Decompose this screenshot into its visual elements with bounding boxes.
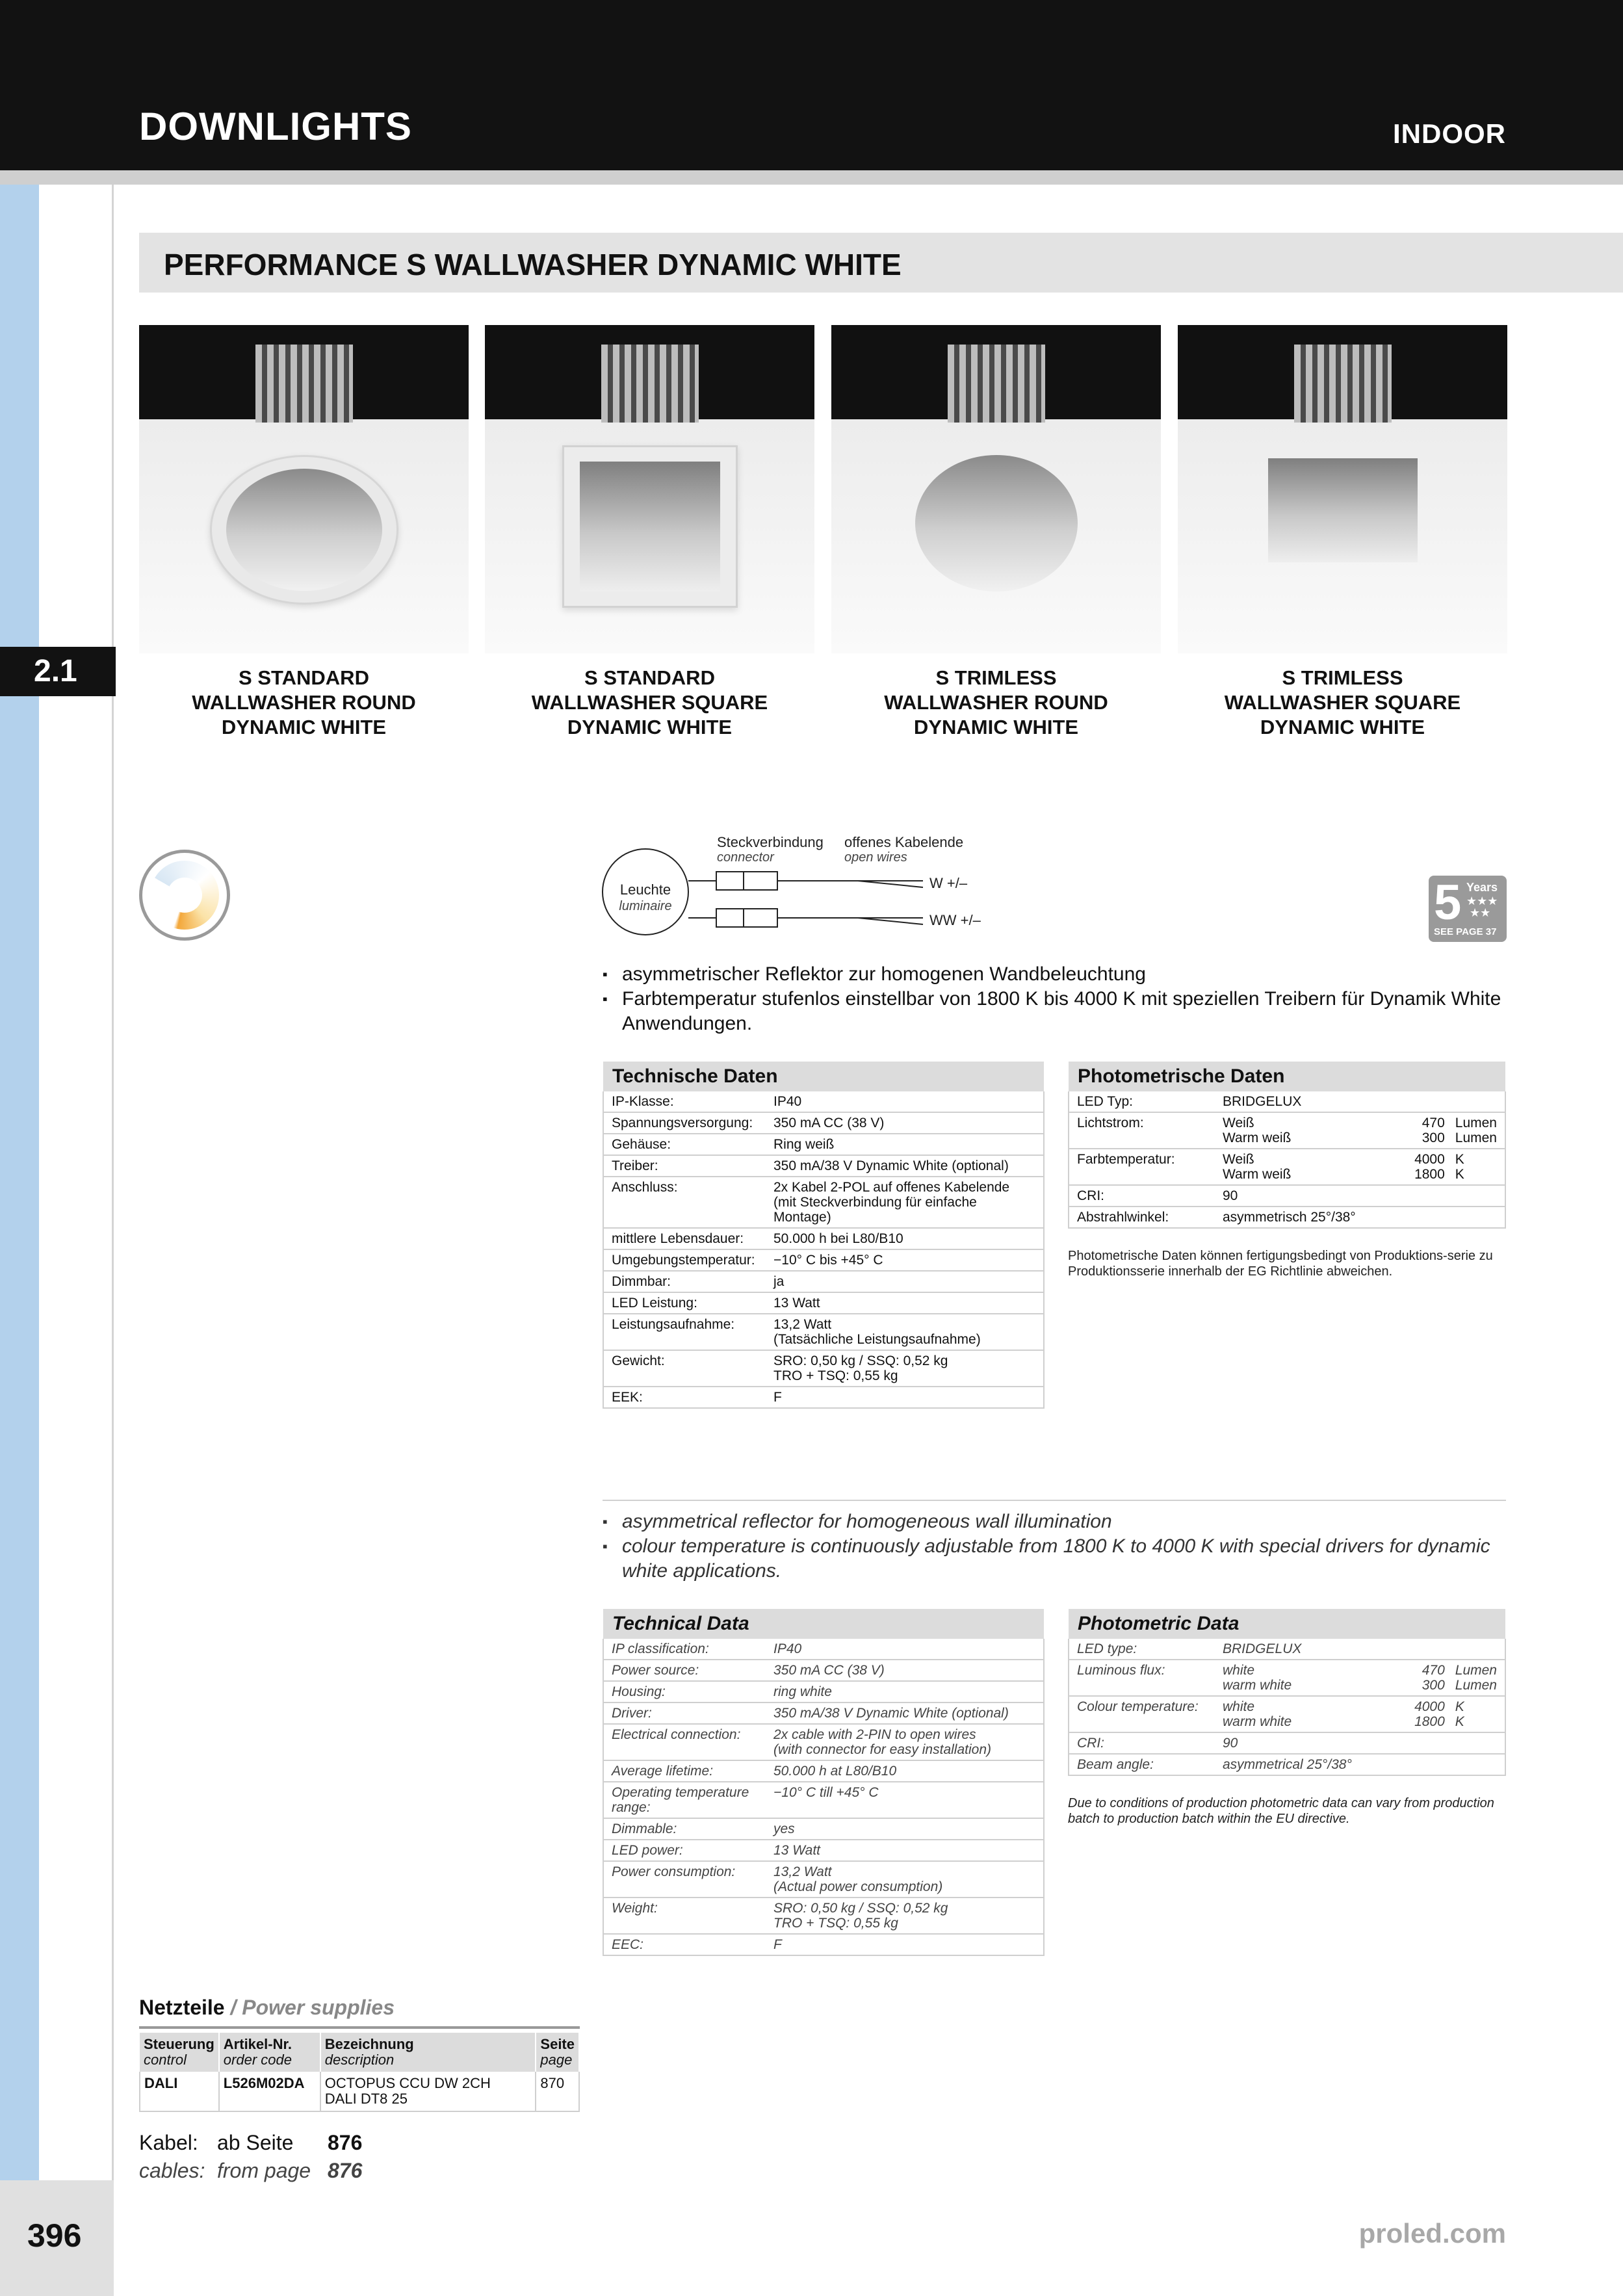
open-wires-label-en: open wires: [844, 850, 907, 865]
table-row: Lichtstrom: Weiß Warm weiß 470 300 Lumen Lumen: [1069, 1112, 1505, 1149]
table-row: LED Leistung: 13 Watt: [603, 1292, 1044, 1314]
table-row: CRI: 90: [1069, 1185, 1505, 1207]
page-number: 396: [27, 2217, 82, 2254]
table-row: Spannungsversorgung: 350 mA CC (38 V): [603, 1112, 1044, 1134]
table-row: Electrical connection: 2x cable with 2-PIN to open wires (with connector for easy installation): [603, 1724, 1044, 1760]
sidebar-color-band: [0, 185, 39, 2180]
language-divider: [603, 1500, 1506, 1501]
product-image-trimless-square: [1178, 325, 1507, 653]
list-item: ▪ asymmetrischer Reflektor zur homogenen Wandbeleuchtung: [603, 962, 1513, 987]
table-row: LED power: 13 Watt: [603, 1840, 1044, 1861]
cables-reference-en: cables: from page 876: [139, 2159, 363, 2182]
table-row: EEC: F: [603, 1934, 1044, 1955]
open-wires-label-de: offenes Kabelende: [844, 834, 964, 850]
table-row: Gewicht: SRO: 0,50 kg / SSQ: 0,52 kg TRO + TSQ: 0,55 kg: [603, 1350, 1044, 1387]
sidebar-rule: [112, 185, 114, 2180]
dynamic-white-icon: [139, 850, 230, 941]
wiring-diagram: [598, 829, 1066, 939]
table-row: Gehäuse: Ring weiß: [603, 1134, 1044, 1155]
product-image-standard-square: [485, 325, 814, 653]
photometric-table-de: Photometrische Daten LED Typ: BRIDGELUX Lichtstrom: Weiß Warm weiß 470 300 Lumen Lumen Farbtemperatur: Weiß Warm weiß 4000 1800 K K CRI: 90 Abstrahlwinkel: asymmetrisch 25°/38°: [1068, 1062, 1506, 1229]
table-row: Power source: 350 mA CC (38 V): [603, 1660, 1044, 1681]
table-row: IP-Klasse: IP40: [603, 1091, 1044, 1112]
table-row: EEK: F: [603, 1387, 1044, 1408]
table-row: Operating temperature range: −10° C till +45° C: [603, 1782, 1044, 1818]
feature-list-en: [603, 1509, 1513, 1584]
tech-data-table-en: Technical Data IP classification: IP40 Power source: 350 mA CC (38 V) Housing: ring white Driver: 350 mA/38 V Dynamic White (optional) Electrical connection: 2x cable with 2-PIN to open wires (with connector for easy installation) Average lifetime: 50.000 h at L80/B10 Operating temperature range: −10° C till +45° C Dimmable: yes LED power: 13 Watt Power consumption: 13,2 Watt (Actual power consumption) Weight: SRO: 0,50 kg / SSQ: 0,52 kg TRO + TSQ: 0,55 kg EEC: F: [603, 1609, 1045, 1956]
feature-list-de: [603, 962, 1513, 1036]
table-row: Anschluss: 2x Kabel 2-POL auf offenes Kabelende (mit Steckverbindung für einfache Montage): [603, 1177, 1044, 1228]
table-row: IP classification: IP40: [603, 1639, 1044, 1660]
table-row: Umgebungstemperatur: −10° C bis +45° C: [603, 1249, 1044, 1271]
connector-label-de: Steckverbindung: [717, 834, 824, 850]
product-image-trimless-round: [831, 325, 1161, 653]
table-row: Power consumption: 13,2 Watt (Actual power consumption): [603, 1861, 1044, 1898]
luminaire-label-en: luminaire: [619, 899, 672, 913]
table-row: DALI L526M02DA OCTOPUS CCU DW 2CH DALI DT8 25 870: [140, 2072, 579, 2111]
power-supplies-rule: [139, 2026, 580, 2029]
section-tab: 2.1: [0, 647, 116, 696]
table-row: CRI: 90: [1069, 1732, 1505, 1754]
table-row: Luminous flux: white warm white 470 300 Lumen Lumen: [1069, 1660, 1505, 1696]
list-item: ▪ asymmetrical reflector for homogeneous wall illumination: [603, 1509, 1513, 1534]
w-label: W +/–: [929, 875, 968, 891]
photometric-note-en: Due to conditions of production photometric data can vary from production batch to production batch within the EU directive.: [1068, 1796, 1494, 1826]
table-row: Leistungsaufnahme: 13,2 Watt (Tatsächliche Leistungsaufnahme): [603, 1314, 1044, 1350]
table-row: Treiber: 350 mA/38 V Dynamic White (optional): [603, 1155, 1044, 1177]
table-row: Farbtemperatur: Weiß Warm weiß 4000 1800 K K: [1069, 1149, 1505, 1185]
table-row: Dimmable: yes: [603, 1818, 1044, 1840]
list-item: ▪ Farbtemperatur stufenlos einstellbar von 1800 K bis 4000 K mit speziellen Treibern für Dynamik White Anwendungen.: [603, 987, 1513, 1036]
product-title: PERFORMANCE S WALLWASHER DYNAMIC WHITE: [164, 248, 902, 281]
table-row: Average lifetime: 50.000 h at L80/B10: [603, 1760, 1044, 1782]
photometric-table-en: Photometric Data LED type: BRIDGELUX Luminous flux: white warm white 470 300 Lumen Lumen Colour temperature: white warm white 4000 1800 K K CRI: 90 Beam angle: asymmetrical 25°/38°: [1068, 1609, 1506, 1776]
list-item: ▪ colour temperature is continuously adjustable from 1800 K to 4000 K with special drivers for dynamic white applications.: [603, 1534, 1513, 1584]
table-row: Beam angle: asymmetrical 25°/38°: [1069, 1754, 1505, 1775]
luminaire-label-de: Leuchte: [619, 881, 671, 898]
product-label: S STANDARD WALLWASHER ROUND DYNAMIC WHITE: [192, 666, 416, 738]
table-row: Abstrahlwinkel: asymmetrisch 25°/38°: [1069, 1207, 1505, 1228]
subcategory-label: INDOOR: [1393, 118, 1506, 149]
table-row: mittlere Lebensdauer: 50.000 h bei L80/B10: [603, 1228, 1044, 1249]
table-row: LED Typ: BRIDGELUX: [1069, 1091, 1505, 1112]
product-label: S STANDARD WALLWASHER SQUARE DYNAMIC WHITE: [531, 666, 768, 738]
table-row: Housing: ring white: [603, 1681, 1044, 1702]
photometric-note-de: Photometrische Daten können fertigungsbedingt von Produktions-serie zu Produktionsserie innerhalb der EG Richtlinie abweichen.: [1068, 1249, 1493, 1279]
ww-label: WW +/–: [929, 912, 981, 928]
stars-icon: ★★★ ★★: [1466, 894, 1498, 919]
power-supplies-table: Steuerung control Artikel-Nr. order code Bezeichnung description Seite page DALI L526M02DA OCTOPUS CCU DW 2CH DALI DT8 25 870: [139, 2033, 580, 2112]
warranty-badge: 5 Years ★★★ ★★ SEE PAGE 37: [1429, 876, 1507, 942]
tech-data-table-de: Technische Daten IP-Klasse: IP40 Spannungsversorgung: 350 mA CC (38 V) Gehäuse: Ring weiß Treiber: 350 mA/38 V Dynamic White (optional) Anschluss: 2x Kabel 2-POL auf offenes Kabelende (mit Steckverbindung für einfache Montage) mittlere Lebensdauer: 50.000 h bei L80/B10 Umgebungstemperatur: −10° C bis +45° C Dimmbar: ja LED Leistung: 13 Watt Leistungsaufnahme: 13,2 Watt (Tatsächliche Leistungsaufnahme) Gewicht: SRO: 0,50 kg / SSQ: 0,52 kg TRO + TSQ: 0,55 kg EEK: F: [603, 1062, 1045, 1409]
connector-label-en: connector: [717, 850, 774, 865]
website-url: proled.com: [1358, 2218, 1506, 2249]
category-title: DOWNLIGHTS: [139, 105, 412, 148]
table-row: Driver: 350 mA/38 V Dynamic White (optional): [603, 1702, 1044, 1724]
product-label: S TRIMLESS WALLWASHER SQUARE DYNAMIC WHITE: [1224, 666, 1461, 738]
cables-reference-de: Kabel: ab Seite 876: [139, 2131, 363, 2154]
table-row: Dimmbar: ja: [603, 1271, 1044, 1292]
table-row: Weight: SRO: 0,50 kg / SSQ: 0,52 kg TRO + TSQ: 0,55 kg: [603, 1898, 1044, 1934]
power-supplies-heading: Netzteile / Power supplies: [139, 1996, 395, 2019]
product-label: S TRIMLESS WALLWASHER ROUND DYNAMIC WHITE: [884, 666, 1108, 738]
header-underline: [0, 170, 1623, 185]
table-row: Colour temperature: white warm white 4000 1800 K K: [1069, 1696, 1505, 1732]
product-image-standard-round: [139, 325, 469, 653]
table-row: LED type: BRIDGELUX: [1069, 1639, 1505, 1660]
